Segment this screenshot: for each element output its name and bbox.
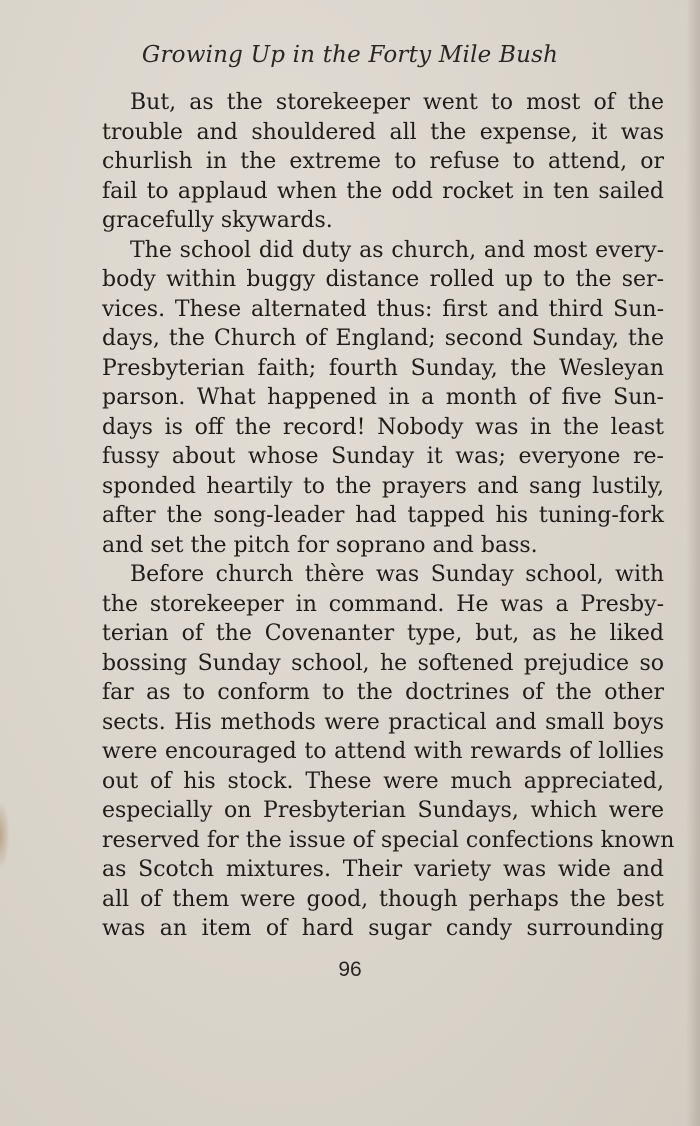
page-number: 96 bbox=[338, 958, 362, 981]
text-line: out of his stock. These were much appreciated, bbox=[102, 768, 664, 794]
text-line: especially on Presbyterian Sundays, which were bbox=[102, 798, 664, 823]
text-line: all of them were good, though perhaps the best bbox=[102, 886, 664, 912]
text-line: fail to applaud when the odd rocket in ten sailed bbox=[102, 178, 664, 204]
text-line: terian of the Covenanter type, but, as he liked bbox=[102, 621, 664, 646]
text-line: was an item of hard sugar candy surrounding bbox=[102, 916, 664, 941]
text-line: Before church thère was Sunday school, with bbox=[130, 562, 664, 587]
text-line: parson. What happened in a month of five Sun- bbox=[102, 385, 664, 410]
text-line: But, as the storekeeper went to most of the bbox=[130, 90, 664, 115]
text-line: churlish in the extreme to refuse to attend, or bbox=[102, 149, 664, 174]
text-line: Presbyterian faith; fourth Sunday, the Wesleyan bbox=[102, 355, 664, 381]
text-line: sponded heartily to the prayers and sang lustily, bbox=[102, 473, 664, 499]
text-line: body within buggy distance rolled up to the ser- bbox=[102, 267, 664, 292]
text-line: vices. These alternated thus: first and third Sun- bbox=[102, 296, 664, 322]
text-line: the storekeeper in command. He was a Presby- bbox=[102, 591, 664, 617]
text-line: days, the Church of England; second Sunday, the bbox=[102, 326, 664, 351]
text-line: as Scotch mixtures. Their variety was wide and bbox=[102, 857, 664, 882]
text-line: bossing Sunday school, he softened prejudice so bbox=[102, 650, 664, 676]
text-line: fussy about whose Sunday it was; everyone re- bbox=[102, 444, 664, 469]
text-line: far as to conform to the doctrines of the other bbox=[102, 680, 664, 705]
text-line: trouble and shouldered all the expense, it was bbox=[102, 119, 664, 145]
text-line: The school did duty as church, and most every- bbox=[130, 237, 664, 263]
text-line: were encouraged to attend with rewards of lollies bbox=[102, 739, 664, 764]
text-line: days is off the record! Nobody was in the least bbox=[102, 414, 664, 440]
text-line: and set the pitch for soprano and bass. bbox=[102, 532, 538, 558]
text-line: sects. His methods were practical and small boys bbox=[102, 709, 664, 735]
text-line: reserved for the issue of special confections known bbox=[102, 827, 675, 853]
body-text bbox=[102, 88, 675, 944]
running-header: Growing Up in the Forty Mile Bush bbox=[141, 42, 559, 68]
text-line: after the song-leader had tapped his tuning-fork bbox=[102, 503, 664, 528]
text-line: gracefully skywards. bbox=[102, 208, 333, 233]
page-edge-stain bbox=[0, 800, 10, 870]
